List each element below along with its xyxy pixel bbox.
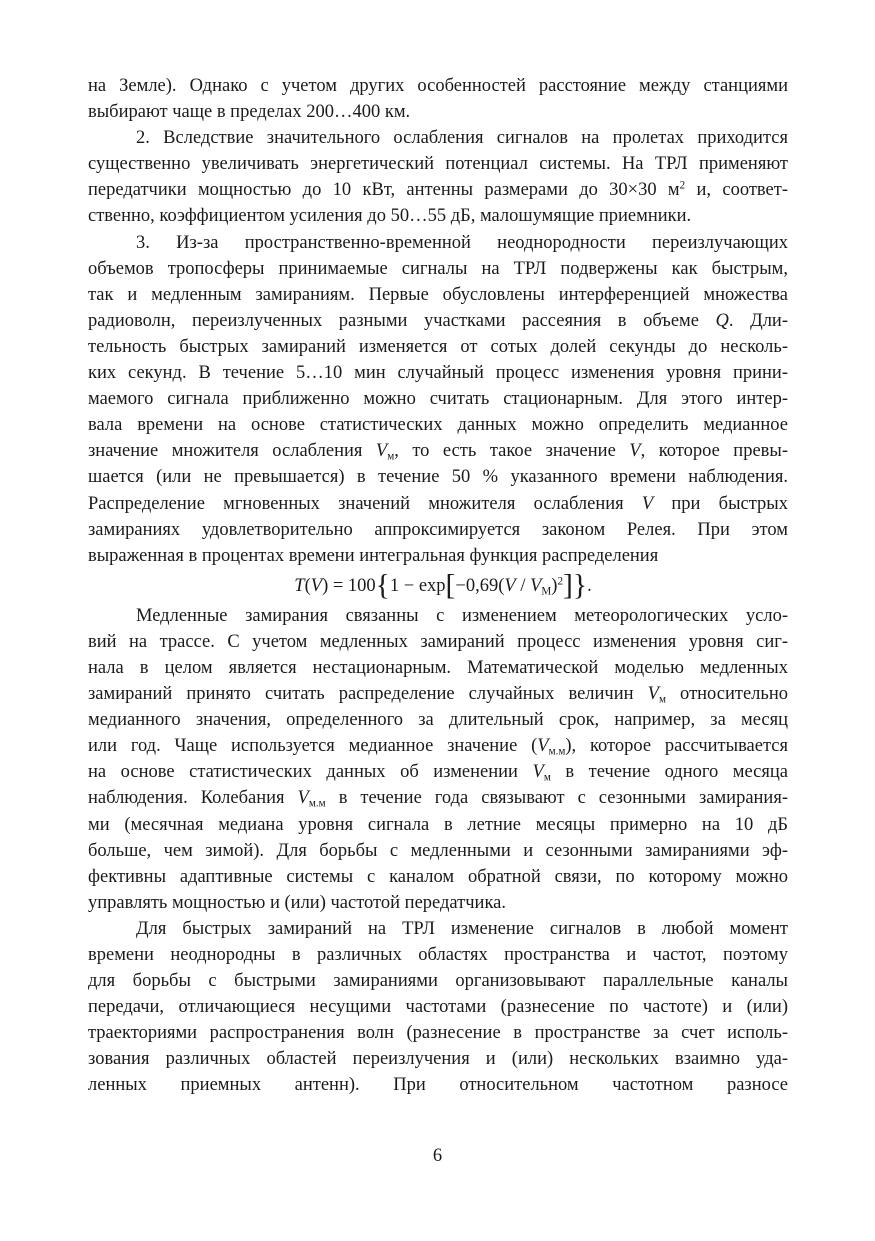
text-run: передатчики мощностью до 10 кВт, антенны размерами до 30×30 м xyxy=(88,180,680,201)
text-run: медианного значения, определенного за длительный срок, например, за месяц xyxy=(88,710,788,731)
text-run: больше, чем зимой). Для борьбы с медленными и сезонными замираниями эф- xyxy=(88,840,788,861)
text-line xyxy=(88,125,788,151)
text-line xyxy=(88,785,788,811)
text-run: относительно xyxy=(665,684,788,705)
text-line xyxy=(88,942,788,968)
text-run: . Дли- xyxy=(728,310,788,331)
text-run: в течение одного месяца xyxy=(550,762,788,783)
paragraph xyxy=(88,916,788,1099)
subscript: м.м xyxy=(308,797,326,810)
text-run: выраженная в процентах времени интегральная функция распределения xyxy=(88,545,659,566)
text-run: нала в целом является нестационарным. Математической моделью медленных xyxy=(88,657,788,678)
text-run: на основе статистических данных об изменении xyxy=(88,762,533,783)
subscript: м xyxy=(543,771,551,784)
italic-symbol: V xyxy=(297,788,309,809)
text-run: так и медленным замираниям. Первые обусловлены интерференцией множества xyxy=(88,284,788,305)
text-run: . xyxy=(587,575,592,596)
text-run: тельность быстрых замираний изменяется от сотых долей секунды до несколь- xyxy=(88,336,788,357)
text-run: существенно увеличивать энергетический потенциал системы. На ТРЛ применяют xyxy=(88,154,788,175)
text-line xyxy=(88,759,788,785)
italic-symbol: V xyxy=(504,575,516,596)
text-run: ленных приемных антенн). При относительном частотном разносе xyxy=(88,1075,788,1096)
subscript: м xyxy=(658,693,666,706)
text-run: ) = 100 xyxy=(322,575,376,596)
text-run: замираниях удовлетворительно аппроксимируется законом Релея. При этом xyxy=(88,519,788,540)
text-line xyxy=(88,308,788,334)
formula-rayleigh-distribution xyxy=(88,569,788,603)
text-run: на Земле). Однако с учетом других особенностей расстояние между станциями xyxy=(88,76,788,96)
text-run: траекториями распространения волн (разнесение в пространстве за счет исполь- xyxy=(88,1023,788,1044)
text-line xyxy=(88,203,788,229)
italic-symbol: V xyxy=(530,575,542,596)
text-run: замираний принято считать распределение случайных величин xyxy=(88,684,648,705)
text-run: управлять мощностью и (или) частотой передатчика. xyxy=(88,892,506,913)
text-run: выбирают чаще в пределах 200…400 км. xyxy=(88,102,411,123)
text-line xyxy=(88,812,788,838)
text-line xyxy=(88,360,788,386)
text-run: шается (или не превышается) в течение 50 % указанного времени наблюдения. xyxy=(88,467,788,488)
text-run: ] xyxy=(563,569,573,602)
text-line xyxy=(88,838,788,864)
text-run: ( xyxy=(304,575,311,596)
paragraph xyxy=(88,73,788,125)
text-run: 1 − exp xyxy=(389,575,446,596)
italic-symbol: T xyxy=(294,575,305,596)
subscript: м xyxy=(387,450,395,463)
text-run: времени неоднородны в различных областях пространства и частот, поэтому xyxy=(88,945,788,965)
text-line xyxy=(88,412,788,438)
paragraph xyxy=(88,230,788,569)
text-line xyxy=(88,994,788,1020)
text-line xyxy=(88,543,788,569)
text-line xyxy=(88,491,788,517)
text-run: ственно, коэффициентом усиления до 50…55 дБ, малошумящие приемники. xyxy=(88,206,692,227)
page-number: 6 xyxy=(432,1146,443,1166)
subscript: м.м xyxy=(548,745,566,758)
text-line xyxy=(88,655,788,681)
text-line xyxy=(88,968,788,994)
text-line xyxy=(88,230,788,256)
text-run: маемого сигнала приближенно можно считать стационарным. Для этого интер- xyxy=(88,389,788,410)
text-run: −0,69( xyxy=(455,575,505,596)
text-run: ), которое рассчитывается xyxy=(565,736,789,757)
text-run: зования различных областей переизлучения и (или) нескольких взаимно уда- xyxy=(88,1049,788,1070)
text-run: фективны адаптивные системы с каналом обратной связи, по которому можно xyxy=(88,866,788,887)
text-run: , то есть такое значение xyxy=(394,441,630,462)
text-run: , которое превы- xyxy=(640,441,788,462)
text-run: в течение года связывают с сезонными замирания- xyxy=(325,788,788,809)
text-line xyxy=(88,334,788,360)
text-run: передачи, отличающиеся несущими частотами (разнесение по частоте) и (или) xyxy=(88,997,788,1018)
text-line xyxy=(88,916,788,942)
text-line xyxy=(88,864,788,890)
italic-symbol: V xyxy=(641,493,654,514)
text-run: объемов тропосферы принимаемые сигналы на ТРЛ подвержены как быстрым, xyxy=(88,258,788,279)
text-line xyxy=(88,282,788,308)
text-run: значение множителя ослабления xyxy=(88,441,376,462)
italic-symbol: V xyxy=(532,762,544,783)
italic-symbol: V xyxy=(629,441,641,462)
text-run: 2. Вследствие значительного ослабления сигналов на пролетах приходится xyxy=(136,128,788,149)
text-line xyxy=(88,603,788,629)
subscript: M xyxy=(541,585,552,598)
text-run: вий на трассе. С учетом медленных замираний процесс изменения уровня сиг- xyxy=(88,631,788,652)
text-run: наблюдения. Колебания xyxy=(88,788,298,809)
text-run: радиоволн, переизлученных разными участками рассеяния в объеме xyxy=(88,310,716,331)
superscript: 2 xyxy=(557,575,563,588)
text-run: при быстрых xyxy=(653,493,788,514)
text-line xyxy=(88,256,788,282)
text-run: или год. Чаще используется медианное значение ( xyxy=(88,736,538,757)
text-run: 3. Из-за пространственно-временной неоднородности переизлучающих xyxy=(136,232,788,253)
text-line xyxy=(88,73,788,99)
text-run: ) xyxy=(551,575,558,596)
text-run: и, соответ- xyxy=(685,180,788,201)
text-line xyxy=(88,177,788,203)
text-run: Распределение мгновенных значений множителя ослабления xyxy=(88,493,642,514)
text-run: ми (месячная медиана уровня сигнала в летние месяцы примерно на 10 дБ xyxy=(88,814,788,835)
text-line xyxy=(88,1020,788,1046)
text-line xyxy=(88,707,788,733)
text-line xyxy=(88,438,788,464)
text-run: Для быстрых замираний на ТРЛ изменение сигналов в любой момент xyxy=(136,918,788,939)
text-line xyxy=(88,517,788,543)
text-line xyxy=(88,733,788,759)
text-run: { xyxy=(375,569,390,602)
text-line xyxy=(88,890,788,916)
text-run: Медленные замирания связанны с изменением метеорологических усло- xyxy=(136,605,788,626)
italic-symbol: V xyxy=(537,736,549,757)
text-line xyxy=(88,464,788,490)
italic-symbol: V xyxy=(647,684,659,705)
paragraph xyxy=(88,125,788,229)
italic-symbol: V xyxy=(310,575,323,596)
text-line xyxy=(88,681,788,707)
text-run: ких секунд. В течение 5…10 мин случайный процесс изменения уровня прини- xyxy=(88,363,788,384)
italic-symbol: Q xyxy=(715,310,729,331)
text-run: вала времени на основе статистических данных можно определить медианное xyxy=(88,415,788,436)
text-run: / xyxy=(515,575,531,596)
text-run: } xyxy=(572,569,588,602)
text-run: для борьбы с быстрыми замираниями организовывают параллельные каналы xyxy=(88,971,788,992)
text-line xyxy=(88,1046,788,1072)
text-line xyxy=(88,629,788,655)
page-body xyxy=(88,73,788,1099)
text-line xyxy=(88,99,788,125)
text-run: [ xyxy=(445,569,456,602)
italic-symbol: V xyxy=(375,441,388,462)
superscript: 2 xyxy=(679,179,686,192)
text-line xyxy=(88,1072,788,1098)
text-line xyxy=(88,386,788,412)
paragraph xyxy=(88,603,788,916)
text-line xyxy=(88,151,788,177)
